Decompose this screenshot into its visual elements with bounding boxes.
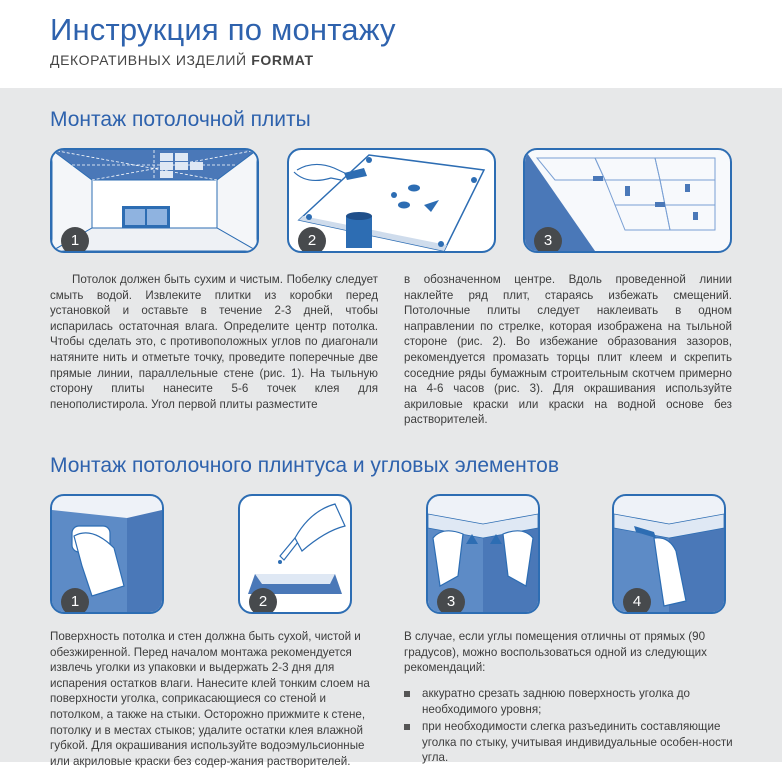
illustration-glue-molding [238, 494, 352, 614]
step-badge: 2 [249, 588, 277, 614]
section1-text-col1: Потолок должен быть сухим и чистым. Побелку следует смыть водой. Извлеките плитки из коробки перед установкой и оставьте в течение 2-3 дней, чтобы испарилась остаточная влага. Определите центр потолка. Чтобы сделать это, с противоположных углов по диагонали натяните нить и отметьте точку, проведите поперечные две прямые линии, параллельные стене (рис. 1). На тыльную сторону плиты нанесите 5-6 точек клея для пенополистирола. Угол первой плиты разместите [50, 273, 378, 411]
section1-text-col2: в обозначенном центре. Вдоль проведенной линии наклейте ряд плит, стараясь избежать смещений. Потолочные плиты следует наклеивать в одном направлении по стрелке, которая изображена на тыльной стороне (рис. 2). Во избежание образования зазоров, рекомендуется промазать торцы плит клеем и скрепить соседние ряды бумажным строительным скотчем примерно на 4-6 часов (рис. 3). Для окрашивания используйте акриловые краски или краски на водной основе без растворителей. [404, 273, 732, 427]
bullet-text: при необходимости слегка разъединить составляющие уголка по стыку, учитывая индивидуальные особен-ности угла. [422, 720, 733, 765]
bullet-square-icon [404, 724, 410, 730]
step-badge: 4 [623, 588, 651, 614]
step-badge: 2 [298, 227, 326, 253]
subtitle-brand: FORMAT [251, 52, 314, 68]
illustration-paint-molding [612, 494, 726, 614]
illustration-ceiling-room [50, 148, 259, 253]
page-title: Инструкция по монтажу [50, 12, 396, 47]
step-badge: 1 [61, 227, 89, 253]
step-badge: 3 [534, 227, 562, 253]
bullet-text: аккуратно срезать заднюю поверхность уголка до необходимого уровня; [422, 687, 690, 716]
subtitle-prefix: ДЕКОРАТИВНЫХ ИЗДЕЛИЙ [50, 52, 252, 68]
illustration-wall-corner-sponge [50, 494, 164, 614]
step-badge: 1 [61, 588, 89, 614]
step-badge: 3 [437, 588, 465, 614]
illustration-ceiling-tiles-tape [523, 148, 732, 253]
bullet-square-icon [404, 691, 410, 697]
section-ceiling-tile-title: Монтаж потолочной плиты [50, 108, 311, 131]
page-subtitle [50, 52, 314, 68]
section2-text-intro: В случае, если углы помещения отличны от прямых (90 градусов), можно воспользоваться одной из следующих рекомендаций: [404, 630, 707, 675]
section-molding-title: Монтаж потолочного плинтуса и угловых элементов [50, 454, 559, 477]
section2-text-col1: Поверхность потолка и стен должна быть сухой, чистой и обезжиренной. Перед началом монтажа рекомендуется извлечь уголки из упаковки и выдержать 2-3 дня для испарения остатков влаги. Нанесите клей тонким слоем на поверхности уголка, соприкасающиеся со стеной и потолком, а также на стыки. Осторожно прижмите к стене, потолку и в местах стыков; удалите остатки клея влажной губкой. Для окрашивания используйте водоэмульсионные или акриловые краски без содер-жания растворителей. [50, 630, 370, 768]
illustration-press-molding [426, 494, 540, 614]
bullet-item [404, 686, 734, 717]
page-header [0, 0, 782, 88]
bullet-item [404, 719, 734, 766]
illustration-glue-tile [287, 148, 496, 253]
